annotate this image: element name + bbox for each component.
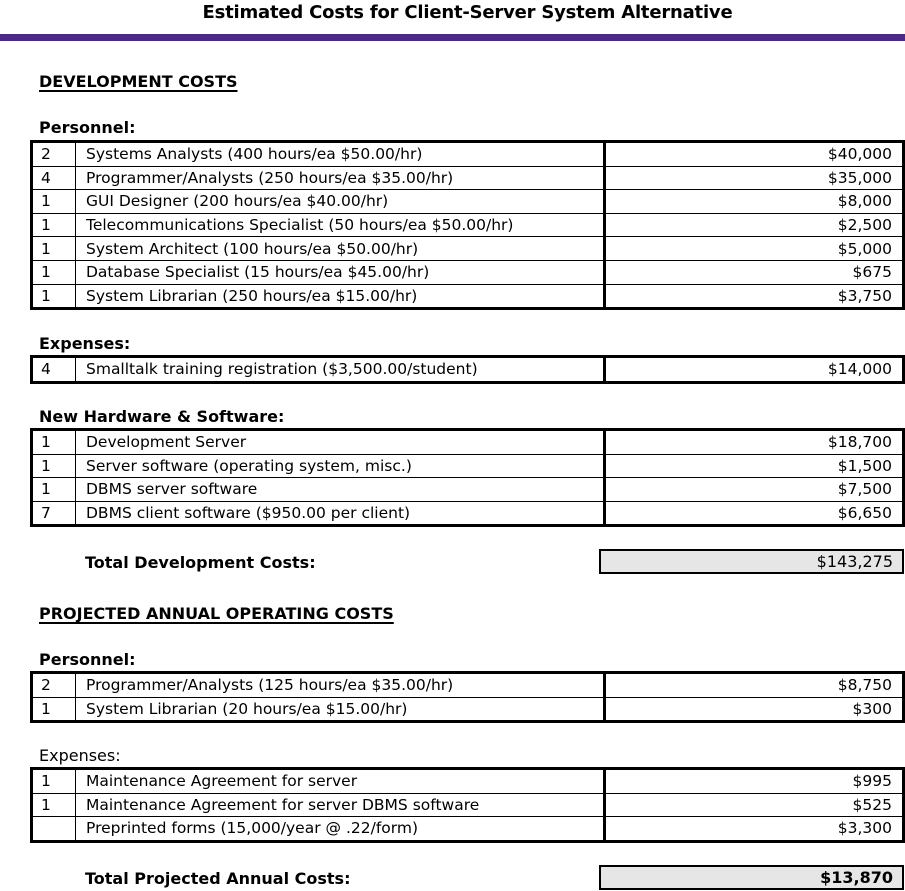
- row-description: DBMS server software: [76, 478, 605, 502]
- row-description: Server software (operating system, misc.): [76, 454, 605, 478]
- table-row: [32, 142, 904, 167]
- row-quantity: 1: [32, 697, 76, 722]
- row-description: Maintenance Agreement for server DBMS software: [76, 793, 605, 817]
- row-amount: $3,300: [605, 817, 904, 842]
- table-row: [32, 793, 904, 817]
- row-amount: $5,000: [605, 237, 904, 261]
- row-quantity: 2: [32, 673, 76, 698]
- row-description: System Librarian (20 hours/ea $15.00/hr): [76, 697, 605, 722]
- row-description: Database Specialist (15 hours/ea $45.00/hr): [76, 260, 605, 284]
- dev-personnel-label: Personnel:: [39, 118, 136, 137]
- page-title: Estimated Costs for Client-Server System Alternative: [202, 2, 733, 23]
- row-amount: $7,500: [605, 478, 904, 502]
- row-description: System Librarian (250 hours/ea $15.00/hr): [76, 284, 605, 309]
- row-description: Development Server: [76, 430, 605, 455]
- row-amount: $675: [605, 260, 904, 284]
- table-row: [32, 697, 904, 722]
- row-description: Telecommunications Specialist (50 hours/ea $50.00/hr): [76, 213, 605, 237]
- row-description: Smalltalk training registration ($3,500.00/student): [76, 357, 605, 383]
- row-description: System Architect (100 hours/ea $50.00/hr): [76, 237, 605, 261]
- table-row: [32, 501, 904, 526]
- row-amount: $6,650: [605, 501, 904, 526]
- dev-personnel-table: [30, 140, 905, 310]
- row-quantity: 7: [32, 501, 76, 526]
- table-row: [32, 284, 904, 309]
- dev-total-value: $143,275: [599, 549, 904, 574]
- row-quantity: 4: [32, 166, 76, 190]
- row-quantity: 2: [32, 142, 76, 167]
- table-row: [32, 166, 904, 190]
- row-description: GUI Designer (200 hours/ea $40.00/hr): [76, 190, 605, 214]
- op-personnel-table: [30, 671, 905, 723]
- dev-expenses-label: Expenses:: [39, 334, 131, 353]
- title-divider: [0, 34, 905, 41]
- row-amount: $300: [605, 697, 904, 722]
- table-row: [32, 190, 904, 214]
- row-description: DBMS client software ($950.00 per client): [76, 501, 605, 526]
- op-expenses-label: Expenses:: [39, 746, 121, 765]
- row-amount: $35,000: [605, 166, 904, 190]
- row-amount: $18,700: [605, 430, 904, 455]
- row-amount: $525: [605, 793, 904, 817]
- row-description: Maintenance Agreement for server: [76, 769, 605, 794]
- dev-hardware-label: New Hardware & Software:: [39, 407, 285, 426]
- row-quantity: 1: [32, 213, 76, 237]
- table-row: [32, 237, 904, 261]
- table-row: [32, 817, 904, 842]
- dev-total-label: Total Development Costs:: [85, 553, 316, 572]
- table-row: [32, 769, 904, 794]
- row-amount: $8,000: [605, 190, 904, 214]
- row-quantity: 1: [32, 260, 76, 284]
- op-personnel-label: Personnel:: [39, 650, 136, 669]
- row-quantity: [32, 817, 76, 842]
- development-heading: DEVELOPMENT COSTS: [39, 72, 238, 91]
- table-row: [32, 357, 904, 383]
- op-expenses-table: [30, 767, 905, 843]
- row-amount: $3,750: [605, 284, 904, 309]
- row-quantity: 1: [32, 769, 76, 794]
- row-amount: $40,000: [605, 142, 904, 167]
- table-row: [32, 260, 904, 284]
- row-description: Systems Analysts (400 hours/ea $50.00/hr): [76, 142, 605, 167]
- table-row: [32, 430, 904, 455]
- op-total-value: $13,870: [599, 865, 904, 890]
- dev-expenses-table: [30, 355, 905, 384]
- row-quantity: 1: [32, 237, 76, 261]
- row-quantity: 1: [32, 190, 76, 214]
- row-amount: $995: [605, 769, 904, 794]
- table-row: [32, 213, 904, 237]
- row-amount: $2,500: [605, 213, 904, 237]
- table-row: [32, 478, 904, 502]
- row-amount: $14,000: [605, 357, 904, 383]
- row-quantity: 1: [32, 478, 76, 502]
- op-total-label: Total Projected Annual Costs:: [85, 869, 351, 888]
- table-row: [32, 673, 904, 698]
- operating-heading: PROJECTED ANNUAL OPERATING COSTS: [39, 604, 394, 623]
- row-description: Preprinted forms (15,000/year @ .22/form): [76, 817, 605, 842]
- row-quantity: 1: [32, 454, 76, 478]
- row-description: Programmer/Analysts (125 hours/ea $35.00/hr): [76, 673, 605, 698]
- row-amount: $1,500: [605, 454, 904, 478]
- row-quantity: 1: [32, 284, 76, 309]
- row-quantity: 1: [32, 430, 76, 455]
- dev-hardware-table: [30, 428, 905, 527]
- row-amount: $8,750: [605, 673, 904, 698]
- row-description: Programmer/Analysts (250 hours/ea $35.00/hr): [76, 166, 605, 190]
- row-quantity: 4: [32, 357, 76, 383]
- table-row: [32, 454, 904, 478]
- row-quantity: 1: [32, 793, 76, 817]
